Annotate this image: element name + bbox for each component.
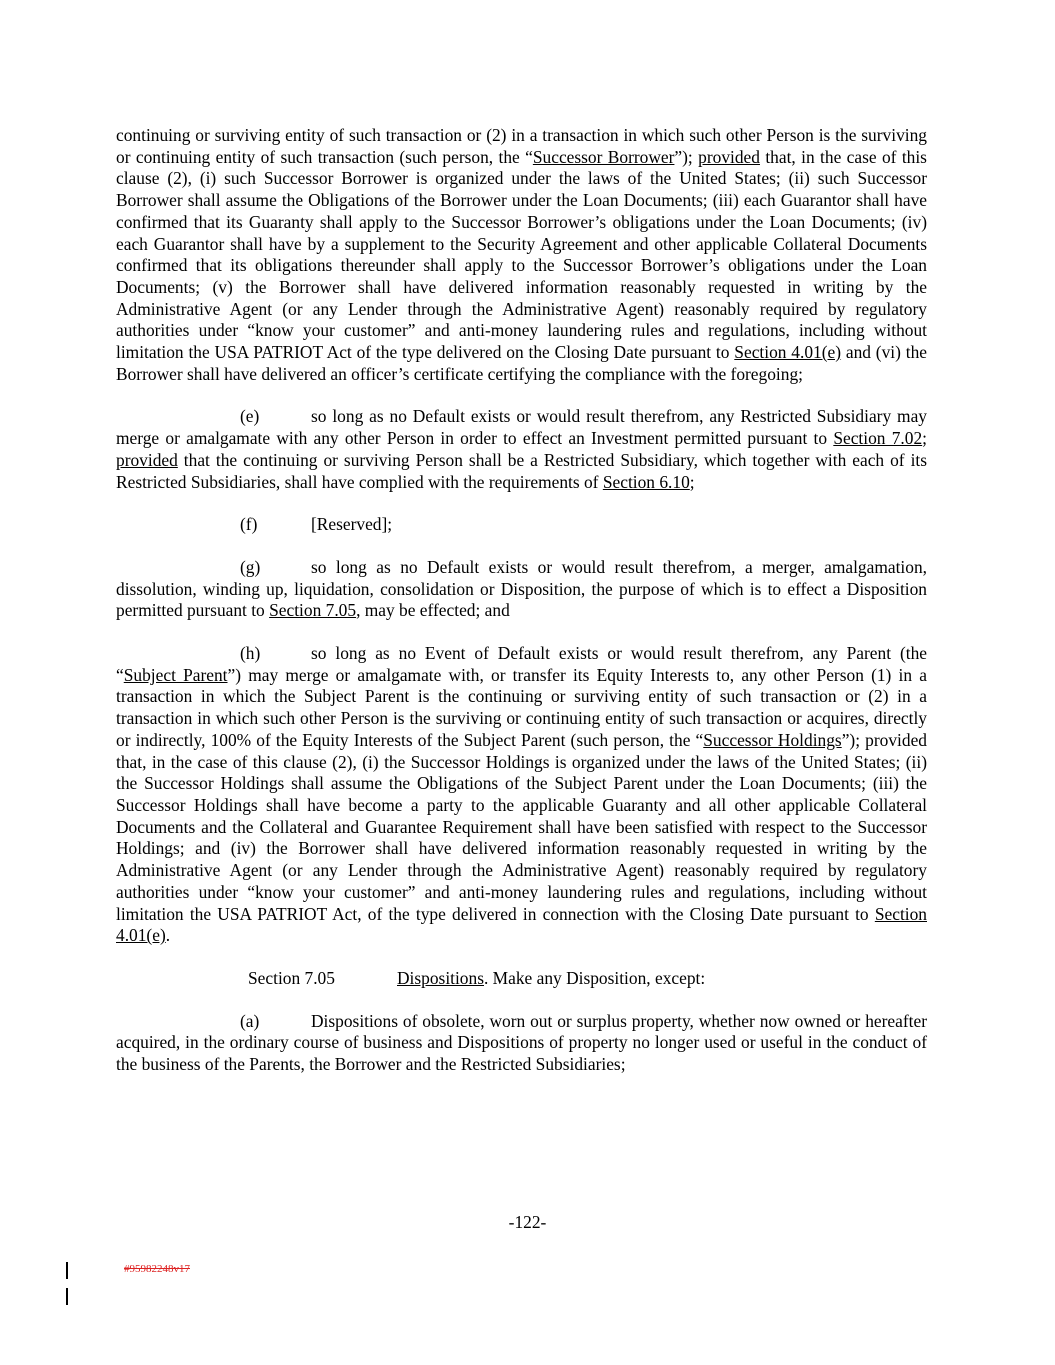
text: so long as no Default exists or would result therefrom, a merger, amalgamation, dissolution, winding up, liquidation, consolidation or Disposition, the purpose of which is to effect a Disposition permitted pursuant to: [116, 556, 927, 621]
text: that the continuing or surviving Person shall be a Restricted Subsidiary, which together with each of its Restricted Subsidiaries, shall have complied with the requirements of: [116, 449, 927, 492]
clause-marker: (h): [240, 643, 261, 664]
defined-term-subject-parent: Subject Parent: [123, 664, 228, 685]
clause-marker: (g): [240, 556, 261, 577]
text: that, in the case of this clause (2), (i) such Successor Borrower is organized under the laws of the United States; (ii) such Successor Borrower shall assume the Obligations of the Borrower under the Loan Documents; (iii) each Guarantor shall have confirmed that its Guaranty shall apply to the Successor Borrower’s obligations under the Loan Documents; (iv) each Guarantor shall have by a supplement to the Security Agreement and other applicable Collateral Documents confirmed that its obligations thereunder shall apply to the Successor Borrower’s obligations under the Loan Documents; (v) the Borrower shall have delivered information reasonably requested in writing by the Administrative Agent (or any Lender through the Administrative Agent) reasonably required by regulatory authorities under “know your customer” and anti-money laundering rules and regulations, including without limitation the USA PATRIOT Act of the type delivered on the Closing Date pursuant to: [116, 146, 927, 363]
defined-term-successor-holdings: Successor Holdings: [703, 729, 842, 750]
text: and (vi) the Borrower shall have delivered an officer’s certificate certifying the compliance with the foregoing;: [116, 342, 927, 384]
clause-marker: (a): [240, 1010, 260, 1031]
text: , may be effected; and: [356, 600, 510, 621]
paragraph-a: [116, 1011, 927, 1076]
clause-marker: (e): [240, 406, 260, 427]
section-reference: Section 7.02: [833, 428, 923, 449]
section-heading: [116, 968, 927, 990]
paragraph-f: [116, 514, 927, 536]
text: .: [165, 925, 171, 946]
section-number: Section 7.05: [248, 967, 335, 988]
defined-term-successor-borrower: Successor Borrower: [532, 146, 675, 167]
text: [Reserved];: [311, 514, 393, 535]
paragraph-g: [116, 557, 927, 622]
clause-marker: (f): [240, 514, 258, 535]
change-bar: [66, 1262, 68, 1279]
text: ;: [689, 471, 695, 492]
section-reference: Section 4.01(e): [116, 903, 927, 946]
paragraph-h: [116, 643, 927, 947]
text: ”);: [674, 146, 699, 167]
text: ”) may merge or amalgamate with, or transfer its Equity Interests to, any other Person (1) in a transaction in which the Subject Parent is the continuing or surviving entity of such transaction or (2) in a transaction in which such other Person is the surviving or continuing entity of such transaction or acquires, directly or indirectly, 100% of the Equity Interests of the Subject Parent (such person, the “: [116, 664, 927, 750]
change-bar: [66, 1288, 68, 1305]
text: continuing or surviving entity of such transaction or (2) in a transaction in which such other Person is the surviving or continuing entity of such transaction (such person, the “: [116, 125, 927, 167]
section-reference: Section 7.05: [269, 600, 357, 621]
text: ;: [922, 428, 927, 449]
text: so long as no Default exists or would result therefrom, any Restricted Subsidiary may merge or amalgamate with any other Person in order to effect an Investment permitted pursuant to: [116, 406, 927, 449]
text: Dispositions of obsolete, worn out or surplus property, whether now owned or hereafter acquired, in the ordinary course of business and Dispositions of property no longer used or useful in the conduct of the business of the Parents, the Borrower and the Restricted Subsidiaries;: [116, 1010, 927, 1075]
section-reference: Section 4.01(e): [734, 342, 842, 363]
section-lead-text: . Make any Disposition, except:: [483, 967, 706, 988]
page-number: -122-: [508, 1212, 547, 1232]
text: so long as no Event of Default exists or would result therefrom, any Parent (the “: [116, 643, 927, 685]
section-reference: Section 6.10: [602, 471, 690, 492]
document-id: #95982248v17: [124, 1263, 190, 1275]
section-title: Dispositions: [397, 967, 484, 988]
paragraph-d-continued: [116, 125, 927, 385]
paragraph-e: [116, 406, 927, 493]
term-provided: provided: [116, 449, 178, 470]
term-provided: provided: [698, 146, 760, 167]
document-body: [116, 125, 927, 1097]
text: ”); provided that, in the case of this clause (2), (i) the Successor Holdings is organized under the laws of the United States; (ii) the Successor Holdings shall assume the Obligations of the Subject Parent under the Loan Documents; (iii) the Successor Holdings shall have become a party to the applicable Guaranty and all other applicable Collateral Documents and the Collateral and Guarantee Requirement shall have been satisfied with respect to the Successor Holdings; and (iv) the Borrower shall have delivered information reasonably requested in writing by the Administrative Agent (or any Lender through the Administrative Agent) reasonably required by regulatory authorities under “know your customer” and anti-money laundering rules and regulations, including without limitation the USA PATRIOT Act, of the type delivered in connection with the Closing Date pursuant to: [116, 729, 927, 924]
